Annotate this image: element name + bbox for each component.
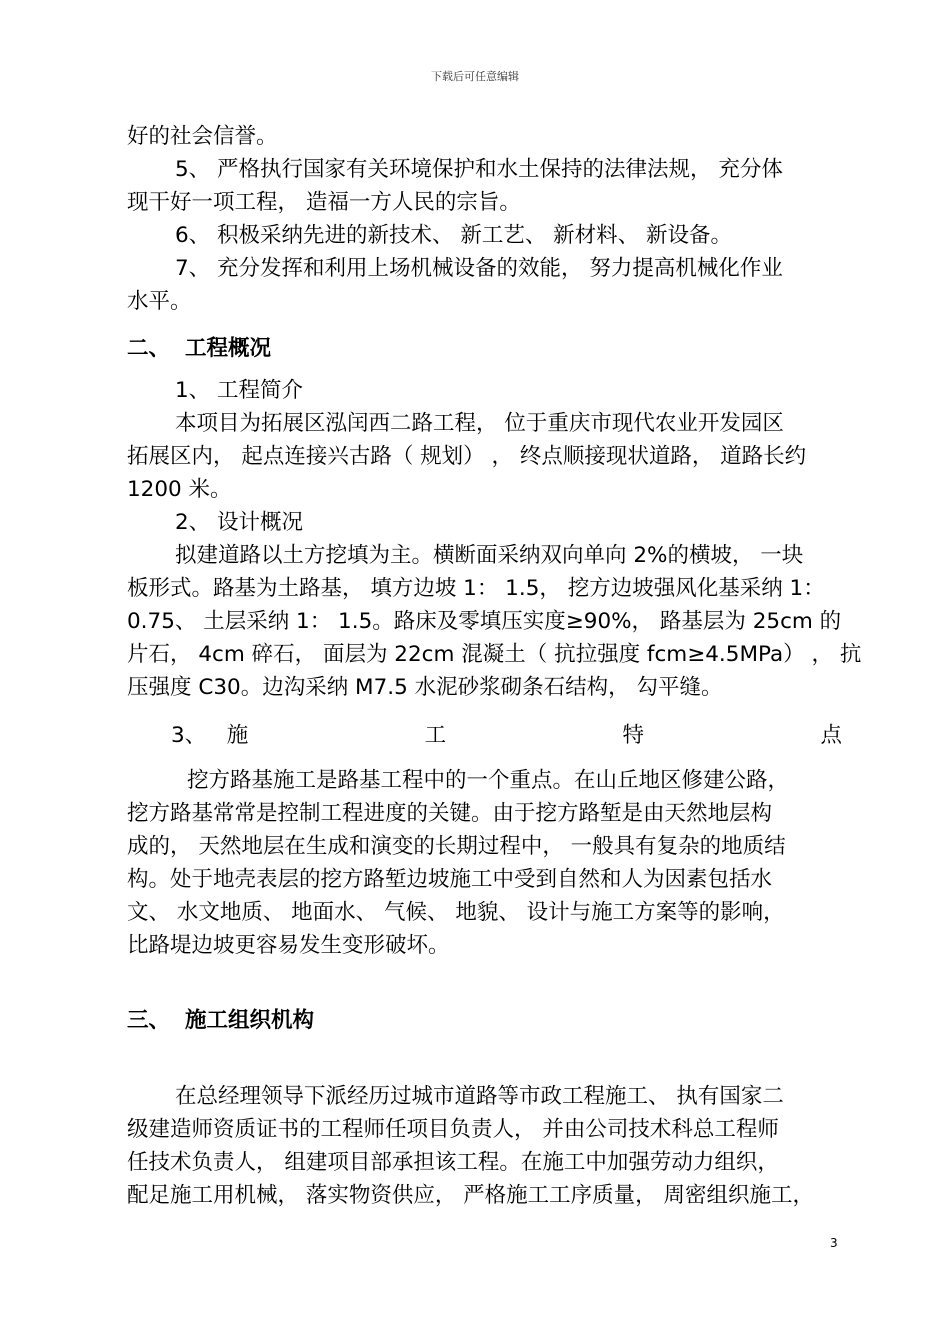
subsection-heading-2: 2、 设计概况 bbox=[175, 510, 304, 535]
text-line: 级建造师资质证书的工程师任项目负责人， 并由公司技术科总工程师 bbox=[127, 1117, 779, 1142]
text-line: 0.75、 土层采纳 1： 1.5。路床及零填压实度≥90%， 路基层为 25cm 的 bbox=[127, 609, 842, 634]
text-line: 挖方路基施工是路基工程中的一个重点。在山丘地区修建公路， bbox=[187, 768, 790, 793]
page-header: 下载后可任意编辑 bbox=[431, 70, 519, 83]
text-line: 片石， 4cm 碎石， 面层为 22cm 混凝土（ 抗拉强度 fcm≥4.5MPa） ， 抗 bbox=[127, 642, 862, 667]
text-line: 压强度 C30。边沟采纳 M7.5 水泥砂浆砌条石结构， 勾平缝。 bbox=[127, 675, 723, 700]
document-body bbox=[127, 120, 862, 1212]
spread-char: 工 bbox=[424, 723, 447, 748]
section-heading-2 bbox=[127, 334, 842, 364]
text-line: 挖方路基常常是控制工程进度的关键。由于挖方路堑是由天然地层构 bbox=[127, 801, 773, 826]
text-line: 文、 水文地质、 地面水、 气候、 地貌、 设计与施工方案等的影响， bbox=[127, 900, 785, 925]
section-title: 工程概况 bbox=[185, 336, 272, 361]
text-line: 1200 米。 bbox=[127, 477, 232, 502]
text-line: 配足施工用机械， 落实物资供应， 严格施工工序质量， 周密组织施工， bbox=[127, 1183, 815, 1208]
text-line: 水平。 bbox=[127, 289, 192, 314]
section-title: 施工组织机构 bbox=[185, 1008, 315, 1033]
spread-char bbox=[171, 719, 248, 752]
subsection-heading-1: 1、 工程简介 bbox=[175, 378, 304, 403]
list-item-6: 6、 积极采纳先进的新技术、 新工艺、 新材料、 新设备。 bbox=[175, 223, 733, 248]
text-line: 成的， 天然地层在生成和演变的长期过程中， 一般具有复杂的地质结 bbox=[127, 834, 786, 859]
text-line: 拓展区内， 起点连接兴古路（ 规划） ， 终点顺接现状道路， 道路长约 bbox=[127, 444, 807, 469]
list-item-5: 5、 严格执行国家有关环境保护和水土保持的法律法规， 充分体 bbox=[175, 157, 783, 182]
text-line: 板形式。路基为土路基， 填方边坡 1： 1.5， 挖方边坡强风化基采纳 1： bbox=[127, 576, 825, 601]
section-number: 三、 bbox=[127, 1008, 171, 1033]
text-line: 在总经理领导下派经历过城市道路等市政工程施工、 执有国家二 bbox=[175, 1084, 784, 1109]
text-line: 比路堤边坡更容易发生变形破坏。 bbox=[127, 933, 450, 958]
spread-char: 特 bbox=[622, 723, 645, 748]
spread-char: 点 bbox=[820, 723, 842, 748]
subsection-heading-3 bbox=[127, 719, 842, 752]
text-line: 任技术负责人， 组建项目部承担该工程。在施工中加强劳动力组织， bbox=[127, 1150, 779, 1175]
spread-char: 施 bbox=[226, 723, 249, 748]
section-heading-3 bbox=[127, 1006, 842, 1036]
text-line: 构。处于地壳表层的挖方路堑边坡施工中受到自然和人为因素包括水 bbox=[127, 867, 773, 892]
page-number: 3 bbox=[830, 1236, 838, 1250]
section-number: 二、 bbox=[127, 336, 171, 361]
text-line: 现干好一项工程， 造福一方人民的宗旨。 bbox=[127, 190, 521, 215]
subsection-number: 3、 bbox=[171, 723, 207, 748]
text-line: 拟建道路以土方挖填为主。横断面采纳双向单向 2%的横坡， 一块 bbox=[175, 543, 804, 568]
list-item-7: 7、 充分发挥和利用上场机械设备的效能， 努力提高机械化作业 bbox=[175, 256, 783, 281]
text-line: 本项目为拓展区泓闰西二路工程， 位于重庆市现代农业开发园区 bbox=[175, 411, 784, 436]
text-line: 好的社会信誉。 bbox=[127, 124, 278, 149]
